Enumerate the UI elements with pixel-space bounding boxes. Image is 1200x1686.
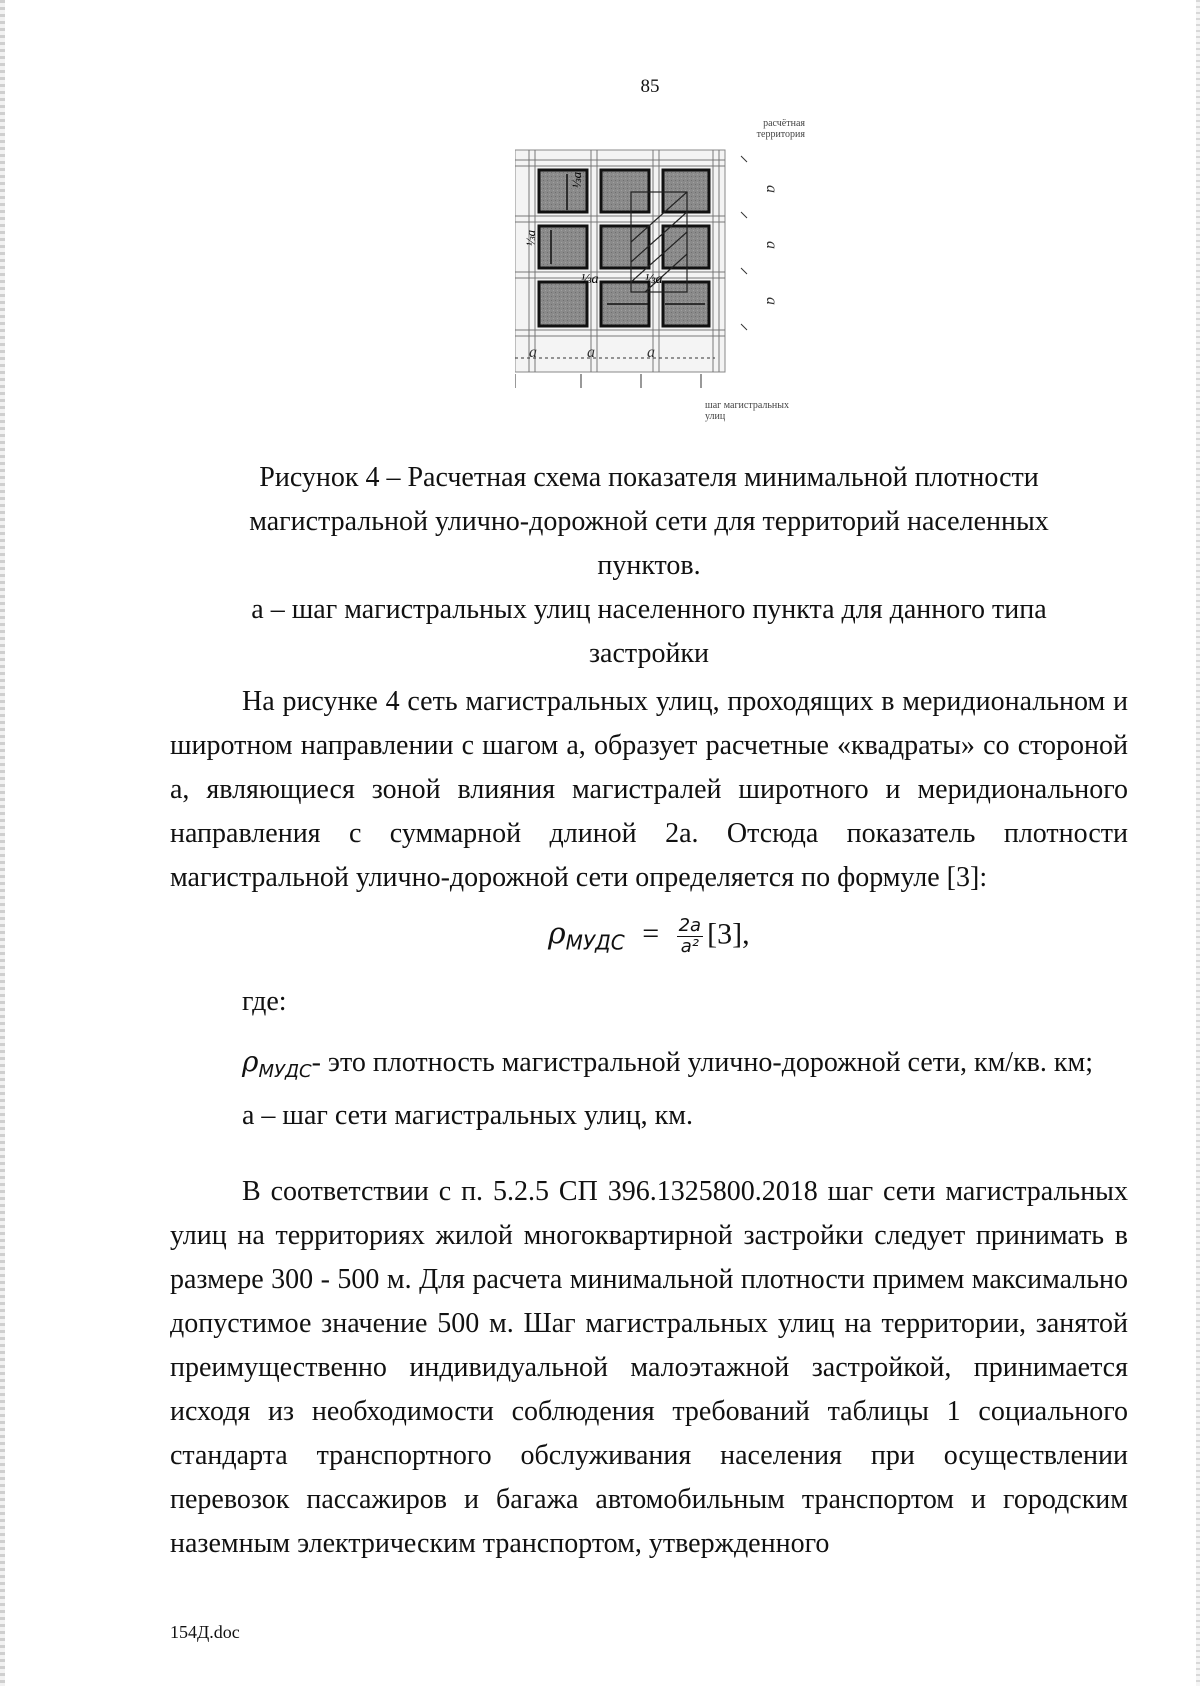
bottom-label-a-2: a	[587, 344, 595, 361]
def-rho-subscript: МУДС	[258, 1061, 312, 1082]
caption-line-3: пунктов.	[597, 550, 701, 581]
definition-a: а – шаг сети магистральных улиц, км.	[242, 1100, 693, 1131]
formula-equals: =	[642, 917, 660, 951]
paragraph-2: В соответствии с п. 5.2.5 СП 396.1325800.2018 шаг сети магистральных улиц на территориях жилой многоквартирной застройки следует принимать в размере 300 - 500 м. Для расчета минимальной плотности примем максимально допустимое значение 500 м. Шаг магистральных улиц на территории, занятой преимущественно индивидуальной малоэтажной застройкой, принимается исходя из необходимости соблюдения требований таблицы 1 социального стандарта транспортного обслуживания населения при осуществлении перевозок пассажиров и багажа автомобильным транспортом и городским наземным электрическим транспортом, утвержденного	[170, 1176, 1128, 1559]
page-number: 85	[640, 76, 660, 97]
definition-rho	[170, 1040, 1128, 1094]
bottom-label-a-1: a	[529, 344, 537, 361]
formula-subscript: МУДС	[565, 930, 625, 955]
footer-filename: 154Д.doc	[170, 1622, 240, 1642]
grid-diagram	[515, 112, 805, 430]
caption-line-2: магистральной улично-дорожной сети для территорий населенных	[249, 506, 1049, 537]
body-block-3	[170, 1170, 1128, 1566]
body-block-1	[170, 680, 1128, 900]
figure-grid-scheme	[515, 112, 805, 430]
side-label-a-2: a	[763, 241, 780, 249]
formula-denominator: a²	[680, 936, 699, 957]
def-rho-text: - это плотность магистральной улично-дорожной сети, км/кв. км;	[311, 1047, 1093, 1078]
inner-label-third-4: ⅓a	[645, 272, 663, 287]
paragraph-1: На рисунке 4 сеть магистральных улиц, проходящих в меридиональном и широтном направлении с шагом а, образует расчетные «квадраты» со стороной а, являющиеся зоной влияния магистралей широтного и меридионального направления с суммарной длиной 2а. Отсюда показатель плотности магистральной улично-дорожной сети определяется по формуле [3]:	[170, 686, 1128, 893]
formula-numerator: 2a	[678, 915, 702, 936]
inner-label-third-2: ⅓a	[523, 229, 539, 247]
caption-line-1: Рисунок 4 – Расчетная схема показателя минимальной плотности	[259, 462, 1039, 493]
scan-edge-left	[0, 0, 5, 1686]
def-rho-symbol: ρ	[242, 1045, 259, 1078]
body-block-2	[170, 980, 1128, 1138]
formula-ref: [3],	[707, 917, 750, 951]
inner-label-third-1: ⅓a	[569, 171, 585, 189]
side-label-a-1: a	[763, 185, 780, 193]
formula-rho: ρ	[548, 916, 566, 952]
caption-line-5: застройки	[588, 638, 710, 669]
figure-caption	[170, 456, 1128, 676]
caption-line-4: а – шаг магистральных улиц населенного пункта для данного типа	[251, 594, 1047, 625]
inner-label-third-3: ⅓a	[581, 272, 599, 287]
formula-fraction	[677, 916, 703, 957]
side-label-a-3: a	[763, 297, 780, 305]
where-label: где:	[242, 986, 287, 1017]
street-step-label: шаг магистральных улиц	[705, 400, 789, 422]
formula	[548, 916, 750, 957]
scan-edge-right	[1196, 0, 1200, 1686]
territory-label: расчётная территория	[756, 118, 805, 140]
bottom-label-a-3: a	[647, 344, 655, 361]
